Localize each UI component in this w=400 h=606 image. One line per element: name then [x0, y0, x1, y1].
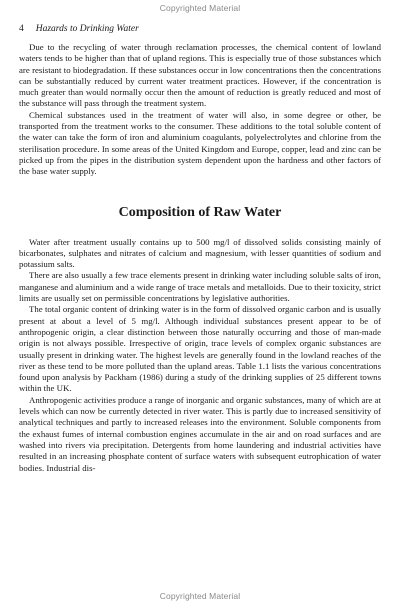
paragraph: There are also usually a few trace elements present in drinking water including soluble salts of iron, manganese and aluminium and a wide range of trace metals and metalloids. Due to their toxicity, strict limits are usually set on permissible concentrations by legislative authorities. — [19, 270, 381, 304]
paragraph: Due to the recycling of water through reclamation processes, the chemical content of lowland waters tends to be higher than that of upland regions. This is especially true of those substances which are resistant to biodegradation. If these substances occur in low concentrations then the concentrations can be substantially reduced by current water treatment practices. However, if the concentration is much greater than would normally occur then the amount of reduction is greatly reduced and most of the substance will pass through the treatment system. — [19, 42, 381, 109]
copyright-watermark-bottom: Copyrighted Material — [159, 591, 241, 601]
running-title: Hazards to Drinking Water — [35, 24, 139, 34]
running-header — [19, 22, 381, 36]
section-composition — [19, 237, 381, 474]
copyright-watermark-top: Copyrighted Material — [159, 3, 241, 13]
section-heading: Composition of Raw Water — [118, 204, 282, 220]
paragraph: Chemical substances used in the treatment of water will also, in some degree or other, be transported from the treatment works to the consumer. These additions to the total soluble content of the water can take the form of iron and aluminium coagulants, polyelectrolytes and chlorine from the sterilisation procedure. In some areas of the United Kingdom and Europe, copper, lead and zinc can be picked up from the pipes in the distribution system dependent upon the hardness and other factors of the base water supply. — [19, 109, 381, 177]
page-number: 4 — [19, 24, 24, 34]
section-intro — [19, 42, 381, 178]
paragraph: The total organic content of drinking water is in the form of dissolved organic carbon and is usually present at about a level of 5 mg/l. Although individual substances present appear to be of anthropogenic origin, a clear distinction between those naturally occurring and those of man-made origin is not always possible. Irrespective of origin, trace levels of complex organic substances are usually present in drinking water. The highest levels are generally found in the lowland reaches of the river as these tend to be more polluted than the upland areas. Table 1.1 lists the various concentrations found upon analysis by Packham (1986) during a study of the drinking supplies of 25 different towns within the UK. — [19, 304, 381, 394]
paragraph: Water after treatment usually contains up to 500 mg/l of dissolved solids consisting mainly of bicarbonates, sulphates and nitrates of calcium and magnesium, with lesser quantities of sodium and potassium salts. — [19, 236, 381, 270]
book-page — [19, 22, 381, 474]
paragraph: Anthropogenic activities produce a range of inorganic and organic substances, many of which are at levels which can now be currently detected in river water. This is partly due to increased sensitivity of analytical techniques and partly to increased releases into the environment. Soluble components from the exhaust fumes of internal combustion engines accumulate in the air and on road surfaces and are washed into rivers via precipitation. Detergents from home laundering and industrial activities have resulted in an increasing phosphate content of surface waters with subsequent eutrophication of water bodies. Industrial dis- — [19, 394, 381, 473]
